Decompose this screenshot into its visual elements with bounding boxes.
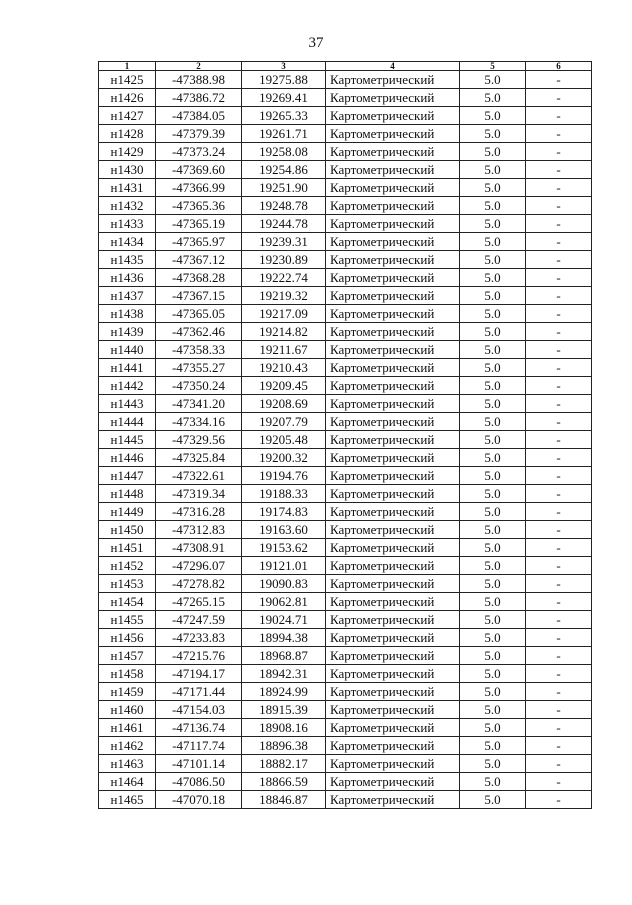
x-coordinate-cell: -47308.91 [156,539,242,557]
accuracy-cell: 5.0 [460,107,526,125]
point-id-cell: н1455 [99,611,156,629]
header-accuracy: 5 [460,62,526,71]
point-id-cell: н1461 [99,719,156,737]
x-coordinate-cell: -47117.74 [156,737,242,755]
table-row [99,107,592,125]
table-row [99,269,592,287]
y-coordinate-cell: 19207.79 [242,413,326,431]
y-coordinate-cell: 18846.87 [242,791,326,809]
y-coordinate-cell: 18908.16 [242,719,326,737]
note-cell: - [526,143,592,161]
note-cell: - [526,269,592,287]
note-cell: - [526,287,592,305]
note-cell: - [526,647,592,665]
method-cell: Картометрический [326,449,460,467]
y-coordinate-cell: 19121.01 [242,557,326,575]
table-row [99,125,592,143]
accuracy-cell: 5.0 [460,485,526,503]
table-row [99,557,592,575]
method-cell: Картометрический [326,395,460,413]
point-id-cell: н1428 [99,125,156,143]
accuracy-cell: 5.0 [460,341,526,359]
y-coordinate-cell: 18968.87 [242,647,326,665]
point-id-cell: н1441 [99,359,156,377]
point-id-cell: н1450 [99,521,156,539]
x-coordinate-cell: -47365.97 [156,233,242,251]
point-id-cell: н1460 [99,701,156,719]
x-coordinate-cell: -47325.84 [156,449,242,467]
y-coordinate-cell: 19062.81 [242,593,326,611]
x-coordinate-cell: -47086.50 [156,773,242,791]
point-id-cell: н1449 [99,503,156,521]
accuracy-cell: 5.0 [460,251,526,269]
accuracy-cell: 5.0 [460,665,526,683]
x-coordinate-cell: -47154.03 [156,701,242,719]
point-id-cell: н1435 [99,251,156,269]
y-coordinate-cell: 19265.33 [242,107,326,125]
table-row [99,215,592,233]
accuracy-cell: 5.0 [460,683,526,701]
table-row [99,431,592,449]
accuracy-cell: 5.0 [460,377,526,395]
x-coordinate-cell: -47296.07 [156,557,242,575]
note-cell: - [526,323,592,341]
method-cell: Картометрический [326,629,460,647]
method-cell: Картометрический [326,611,460,629]
y-coordinate-cell: 18942.31 [242,665,326,683]
method-cell: Картометрический [326,359,460,377]
note-cell: - [526,449,592,467]
note-cell: - [526,215,592,233]
method-cell: Картометрический [326,125,460,143]
method-cell: Картометрический [326,287,460,305]
y-coordinate-cell: 19239.31 [242,233,326,251]
point-id-cell: н1432 [99,197,156,215]
table-row [99,233,592,251]
point-id-cell: н1436 [99,269,156,287]
method-cell: Картометрический [326,485,460,503]
accuracy-cell: 5.0 [460,467,526,485]
y-coordinate-cell: 19209.45 [242,377,326,395]
note-cell: - [526,89,592,107]
table-row [99,701,592,719]
method-cell: Картометрический [326,647,460,665]
point-id-cell: н1430 [99,161,156,179]
point-id-cell: н1447 [99,467,156,485]
note-cell: - [526,251,592,269]
note-cell: - [526,593,592,611]
method-cell: Картометрический [326,719,460,737]
method-cell: Картометрический [326,593,460,611]
table-row [99,665,592,683]
note-cell: - [526,521,592,539]
point-id-cell: н1459 [99,683,156,701]
method-cell: Картометрический [326,755,460,773]
method-cell: Картометрический [326,575,460,593]
method-cell: Картометрический [326,791,460,809]
accuracy-cell: 5.0 [460,755,526,773]
table-row [99,359,592,377]
accuracy-cell: 5.0 [460,575,526,593]
table-row [99,719,592,737]
accuracy-cell: 5.0 [460,323,526,341]
accuracy-cell: 5.0 [460,773,526,791]
y-coordinate-cell: 18882.17 [242,755,326,773]
method-cell: Картометрический [326,557,460,575]
y-coordinate-cell: 19244.78 [242,215,326,233]
y-coordinate-cell: 19214.82 [242,323,326,341]
y-coordinate-cell: 19211.67 [242,341,326,359]
note-cell: - [526,557,592,575]
table-row [99,71,592,89]
y-coordinate-cell: 18924.99 [242,683,326,701]
note-cell: - [526,737,592,755]
y-coordinate-cell: 19153.62 [242,539,326,557]
accuracy-cell: 5.0 [460,287,526,305]
x-coordinate-cell: -47334.16 [156,413,242,431]
point-id-cell: н1457 [99,647,156,665]
x-coordinate-cell: -47350.24 [156,377,242,395]
x-coordinate-cell: -47316.28 [156,503,242,521]
point-id-cell: н1431 [99,179,156,197]
point-id-cell: н1442 [99,377,156,395]
header-y: 3 [242,62,326,71]
note-cell: - [526,125,592,143]
table-row [99,395,592,413]
x-coordinate-cell: -47136.74 [156,719,242,737]
point-id-cell: н1440 [99,341,156,359]
table-row [99,629,592,647]
note-cell: - [526,377,592,395]
note-cell: - [526,791,592,809]
x-coordinate-cell: -47366.99 [156,179,242,197]
table-row [99,611,592,629]
y-coordinate-cell: 19248.78 [242,197,326,215]
method-cell: Картометрический [326,773,460,791]
table-header-row [99,62,592,71]
method-cell: Картометрический [326,683,460,701]
method-cell: Картометрический [326,539,460,557]
point-id-cell: н1448 [99,485,156,503]
x-coordinate-cell: -47388.98 [156,71,242,89]
y-coordinate-cell: 19024.71 [242,611,326,629]
point-id-cell: н1462 [99,737,156,755]
point-id-cell: н1439 [99,323,156,341]
note-cell: - [526,161,592,179]
x-coordinate-cell: -47367.15 [156,287,242,305]
table-row [99,503,592,521]
x-coordinate-cell: -47379.39 [156,125,242,143]
note-cell: - [526,341,592,359]
accuracy-cell: 5.0 [460,233,526,251]
method-cell: Картометрический [326,503,460,521]
y-coordinate-cell: 19163.60 [242,521,326,539]
point-id-cell: н1451 [99,539,156,557]
point-id-cell: н1463 [99,755,156,773]
point-id-cell: н1464 [99,773,156,791]
accuracy-cell: 5.0 [460,179,526,197]
accuracy-cell: 5.0 [460,449,526,467]
table-row [99,575,592,593]
point-id-cell: н1438 [99,305,156,323]
table-row [99,179,592,197]
y-coordinate-cell: 19230.89 [242,251,326,269]
table-row [99,323,592,341]
y-coordinate-cell: 18994.38 [242,629,326,647]
accuracy-cell: 5.0 [460,413,526,431]
table-row [99,197,592,215]
table-row [99,413,592,431]
y-coordinate-cell: 19200.32 [242,449,326,467]
note-cell: - [526,629,592,647]
method-cell: Картометрический [326,269,460,287]
y-coordinate-cell: 19254.86 [242,161,326,179]
method-cell: Картометрический [326,665,460,683]
x-coordinate-cell: -47265.15 [156,593,242,611]
accuracy-cell: 5.0 [460,737,526,755]
accuracy-cell: 5.0 [460,71,526,89]
point-id-cell: н1429 [99,143,156,161]
note-cell: - [526,107,592,125]
accuracy-cell: 5.0 [460,197,526,215]
header-x: 2 [156,62,242,71]
accuracy-cell: 5.0 [460,161,526,179]
y-coordinate-cell: 19217.09 [242,305,326,323]
note-cell: - [526,197,592,215]
point-id-cell: н1443 [99,395,156,413]
table-row [99,539,592,557]
method-cell: Картометрический [326,107,460,125]
note-cell: - [526,773,592,791]
note-cell: - [526,719,592,737]
y-coordinate-cell: 19258.08 [242,143,326,161]
point-id-cell: н1425 [99,71,156,89]
y-coordinate-cell: 19205.48 [242,431,326,449]
table-row [99,737,592,755]
y-coordinate-cell: 19269.41 [242,89,326,107]
accuracy-cell: 5.0 [460,791,526,809]
note-cell: - [526,683,592,701]
accuracy-cell: 5.0 [460,521,526,539]
note-cell: - [526,233,592,251]
point-id-cell: н1453 [99,575,156,593]
coordinates-table [98,61,592,809]
accuracy-cell: 5.0 [460,359,526,377]
x-coordinate-cell: -47358.33 [156,341,242,359]
x-coordinate-cell: -47194.17 [156,665,242,683]
method-cell: Картометрический [326,161,460,179]
table-row [99,755,592,773]
note-cell: - [526,755,592,773]
table-row [99,89,592,107]
method-cell: Картометрический [326,521,460,539]
method-cell: Картометрический [326,323,460,341]
accuracy-cell: 5.0 [460,269,526,287]
accuracy-cell: 5.0 [460,143,526,161]
x-coordinate-cell: -47365.19 [156,215,242,233]
accuracy-cell: 5.0 [460,719,526,737]
page-number: 37 [308,35,324,51]
note-cell: - [526,539,592,557]
x-coordinate-cell: -47384.05 [156,107,242,125]
note-cell: - [526,575,592,593]
table-row [99,161,592,179]
x-coordinate-cell: -47312.83 [156,521,242,539]
method-cell: Картометрический [326,251,460,269]
accuracy-cell: 5.0 [460,395,526,413]
accuracy-cell: 5.0 [460,431,526,449]
table-row [99,287,592,305]
table-row [99,143,592,161]
point-id-cell: н1433 [99,215,156,233]
method-cell: Картометрический [326,341,460,359]
note-cell: - [526,413,592,431]
accuracy-cell: 5.0 [460,593,526,611]
method-cell: Картометрический [326,89,460,107]
y-coordinate-cell: 19188.33 [242,485,326,503]
table-row [99,377,592,395]
point-id-cell: н1454 [99,593,156,611]
y-coordinate-cell: 19251.90 [242,179,326,197]
point-id-cell: н1452 [99,557,156,575]
method-cell: Картометрический [326,305,460,323]
y-coordinate-cell: 19210.43 [242,359,326,377]
table-row [99,467,592,485]
x-coordinate-cell: -47367.12 [156,251,242,269]
table-row [99,251,592,269]
x-coordinate-cell: -47341.20 [156,395,242,413]
header-method: 4 [326,62,460,71]
accuracy-cell: 5.0 [460,215,526,233]
point-id-cell: н1445 [99,431,156,449]
x-coordinate-cell: -47329.56 [156,431,242,449]
note-cell: - [526,305,592,323]
y-coordinate-cell: 19194.76 [242,467,326,485]
x-coordinate-cell: -47373.24 [156,143,242,161]
note-cell: - [526,701,592,719]
x-coordinate-cell: -47070.18 [156,791,242,809]
note-cell: - [526,359,592,377]
table-row [99,683,592,701]
accuracy-cell: 5.0 [460,125,526,143]
point-id-cell: н1458 [99,665,156,683]
point-id-cell: н1465 [99,791,156,809]
point-id-cell: н1444 [99,413,156,431]
point-id-cell: н1434 [99,233,156,251]
accuracy-cell: 5.0 [460,305,526,323]
accuracy-cell: 5.0 [460,701,526,719]
x-coordinate-cell: -47278.82 [156,575,242,593]
y-coordinate-cell: 18896.38 [242,737,326,755]
point-id-cell: н1426 [99,89,156,107]
method-cell: Картометрический [326,143,460,161]
y-coordinate-cell: 19222.74 [242,269,326,287]
y-coordinate-cell: 19275.88 [242,71,326,89]
method-cell: Картометрический [326,179,460,197]
table-row [99,593,592,611]
table-row [99,773,592,791]
note-cell: - [526,71,592,89]
method-cell: Картометрический [326,737,460,755]
note-cell: - [526,467,592,485]
method-cell: Картометрический [326,431,460,449]
x-coordinate-cell: -47319.34 [156,485,242,503]
method-cell: Картометрический [326,413,460,431]
note-cell: - [526,503,592,521]
x-coordinate-cell: -47365.36 [156,197,242,215]
x-coordinate-cell: -47368.28 [156,269,242,287]
table-row [99,485,592,503]
y-coordinate-cell: 19090.83 [242,575,326,593]
x-coordinate-cell: -47322.61 [156,467,242,485]
y-coordinate-cell: 19174.83 [242,503,326,521]
table-row [99,791,592,809]
point-id-cell: н1427 [99,107,156,125]
method-cell: Картометрический [326,215,460,233]
x-coordinate-cell: -47215.76 [156,647,242,665]
table-row [99,521,592,539]
method-cell: Картометрический [326,467,460,485]
x-coordinate-cell: -47362.46 [156,323,242,341]
point-id-cell: н1437 [99,287,156,305]
table-row [99,449,592,467]
note-cell: - [526,179,592,197]
table-row [99,647,592,665]
note-cell: - [526,665,592,683]
table-row [99,305,592,323]
accuracy-cell: 5.0 [460,539,526,557]
x-coordinate-cell: -47369.60 [156,161,242,179]
accuracy-cell: 5.0 [460,647,526,665]
point-id-cell: н1446 [99,449,156,467]
accuracy-cell: 5.0 [460,629,526,647]
x-coordinate-cell: -47233.83 [156,629,242,647]
x-coordinate-cell: -47355.27 [156,359,242,377]
header-point-id: 1 [99,62,156,71]
note-cell: - [526,431,592,449]
x-coordinate-cell: -47365.05 [156,305,242,323]
method-cell: Картометрический [326,71,460,89]
method-cell: Картометрический [326,233,460,251]
x-coordinate-cell: -47171.44 [156,683,242,701]
method-cell: Картометрический [326,701,460,719]
method-cell: Картометрический [326,197,460,215]
x-coordinate-cell: -47101.14 [156,755,242,773]
accuracy-cell: 5.0 [460,89,526,107]
table-row [99,341,592,359]
accuracy-cell: 5.0 [460,611,526,629]
table-body [99,71,592,809]
accuracy-cell: 5.0 [460,557,526,575]
y-coordinate-cell: 19219.32 [242,287,326,305]
header-note: 6 [526,62,592,71]
accuracy-cell: 5.0 [460,503,526,521]
y-coordinate-cell: 18915.39 [242,701,326,719]
x-coordinate-cell: -47247.59 [156,611,242,629]
y-coordinate-cell: 19208.69 [242,395,326,413]
note-cell: - [526,395,592,413]
x-coordinate-cell: -47386.72 [156,89,242,107]
y-coordinate-cell: 19261.71 [242,125,326,143]
point-id-cell: н1456 [99,629,156,647]
method-cell: Картометрический [326,377,460,395]
note-cell: - [526,485,592,503]
note-cell: - [526,611,592,629]
y-coordinate-cell: 18866.59 [242,773,326,791]
